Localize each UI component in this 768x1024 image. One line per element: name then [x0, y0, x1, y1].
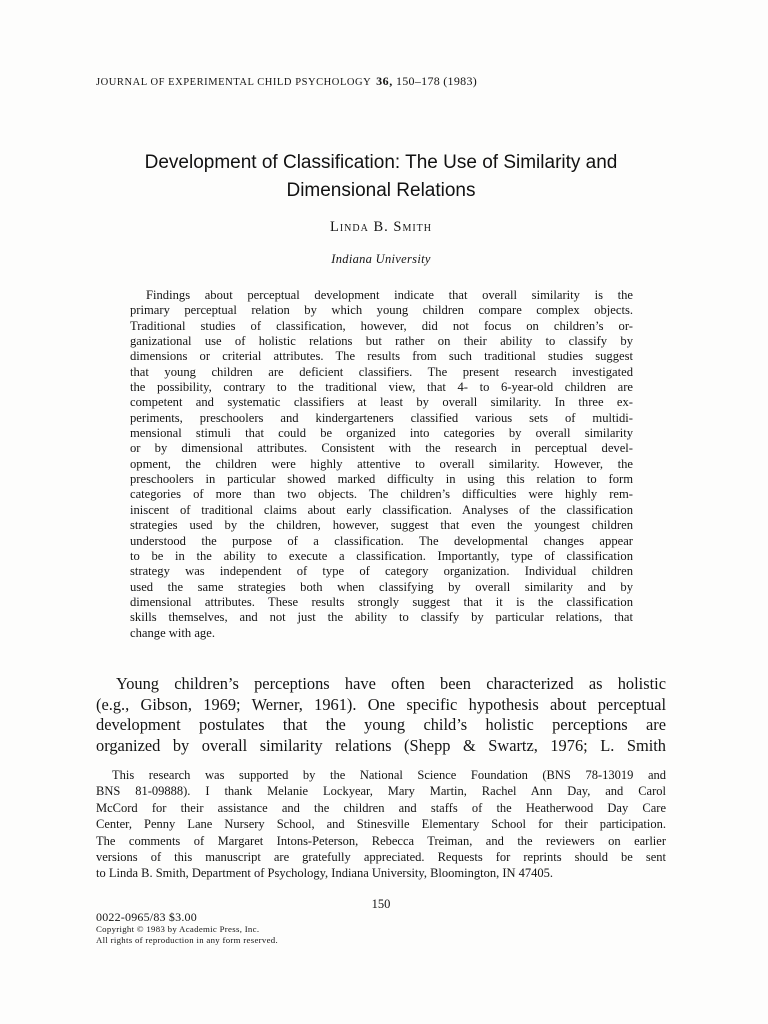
- running-head: [96, 74, 477, 89]
- abstract-line: ganizational use of holistic relations but rather on their ability to classify by: [130, 334, 633, 349]
- footnote-line: to Linda B. Smith, Department of Psychology, Indiana University, Bloomington, IN 47405.: [96, 866, 554, 881]
- abstract-line: skills themselves, and not just the ability to classify by particular relations, that: [130, 610, 633, 625]
- abstract-line: or by dimensional attributes. Consistent with the research in perceptual devel-: [130, 441, 633, 456]
- article-title-line: Development of Classification: The Use of Similarity and: [144, 152, 618, 173]
- body-line: (e.g., Gibson, 1969; Werner, 1961). One specific hypothesis about perceptual: [96, 694, 666, 714]
- page-number: 150: [371, 897, 391, 911]
- footnote-line: The comments of Margaret Intons-Peterson, Rebecca Treiman, and the reviewers on earlier: [96, 833, 666, 848]
- abstract-line: competent and systematic classifiers at least by overall similarity. In three ex-: [130, 395, 633, 410]
- rights-notice: All rights of reproduction in any form reserved.: [96, 935, 278, 945]
- abstract: [130, 288, 633, 641]
- abstract-line: Traditional studies of classification, however, did not focus on children’s or-: [130, 318, 633, 333]
- abstract-line: used the same strategies both when classifying by overall similarity and by: [130, 579, 633, 594]
- abstract-line: that young children are deficient classifiers. The present research investigated: [130, 364, 633, 379]
- abstract-line: to be in the ability to execute a classification. Importantly, type of classification: [130, 548, 633, 563]
- abstract-line: dimensional attributes. These results strongly suggest that it is the classification: [130, 594, 633, 609]
- acknowledgment-footnote: [96, 767, 666, 882]
- journal-name: JOURNAL OF EXPERIMENTAL CHILD PSYCHOLOGY: [96, 77, 371, 88]
- abstract-line: opment, the children were highly attentive to overall similarity. However, the: [130, 456, 633, 471]
- body-line: organized by overall similarity relations (Shepp & Swartz, 1976; L. Smith: [96, 735, 666, 755]
- abstract-line: Findings about perceptual development indicate that overall similarity is the: [146, 288, 633, 302]
- article-title: [96, 149, 666, 205]
- abstract-line: periments, preschoolers and kindergarteners classified various sets of multidi-: [130, 410, 633, 425]
- body-text: [96, 674, 666, 756]
- abstract-line: dimensions or criterial attributes. The results from such traditional studies suggest: [130, 349, 633, 364]
- footnote-line: This research was supported by the National Science Foundation (BNS 78-13019 and: [112, 768, 666, 782]
- copyright-block: [96, 910, 496, 946]
- body-line: development postulates that the young child’s holistic perceptions are: [96, 715, 666, 735]
- footnote-line: BNS 81-09888). I thank Melanie Lockyear, Mary Martin, Rachel Ann Day, and Carol: [96, 784, 666, 799]
- abstract-line: strategies used by the children, however, suggest that even the youngest children: [130, 518, 633, 533]
- abstract-line: understood the purpose of a classification. The developmental changes appear: [130, 533, 633, 548]
- abstract-line: strategy was independent of type of category organization. Individual children: [130, 564, 633, 579]
- author-affiliation: Indiana University: [331, 252, 431, 266]
- abstract-line: categories of more than two objects. The children’s difficulties were highly rem-: [130, 487, 633, 502]
- abstract-line: mensional stimuli that could be organized into categories by overall similarity: [130, 426, 633, 441]
- abstract-line: iniscent of traditional claims about early classification. Analyses of the classification: [130, 502, 633, 517]
- publication-year: (1983): [443, 74, 478, 88]
- volume-number: 36,: [376, 74, 393, 88]
- body-line: Young children’s perceptions have often been characterized as holistic: [116, 674, 666, 693]
- article-title-line: Dimensional Relations: [286, 180, 476, 201]
- copyright-notice: Copyright © 1983 by Academic Press, Inc.: [96, 924, 260, 934]
- price-code: 0022-0965/83 $3.00: [96, 910, 197, 924]
- footnote-line: Center, Penny Lane Nursery School, and Stinesville Elementary School for their participation.: [96, 817, 666, 832]
- author-name: Linda B. Smith: [329, 219, 432, 235]
- abstract-line: preschoolers in particular showed marked difficulty in using this relation to form: [130, 472, 633, 487]
- abstract-line: change with age.: [130, 625, 215, 640]
- footnote-line: versions of this manuscript are gratefully appreciated. Requests for reprints should be sent: [96, 849, 666, 864]
- abstract-line: primary perceptual relation by which young children compare complex objects.: [130, 303, 633, 318]
- page-range: 150–178: [395, 74, 441, 88]
- abstract-line: the possibility, contrary to the traditional view, that 4- to 6-year-old children are: [130, 380, 633, 395]
- footnote-line: McCord for their assistance and the children and staffs of the Heatherwood Day Care: [96, 800, 666, 815]
